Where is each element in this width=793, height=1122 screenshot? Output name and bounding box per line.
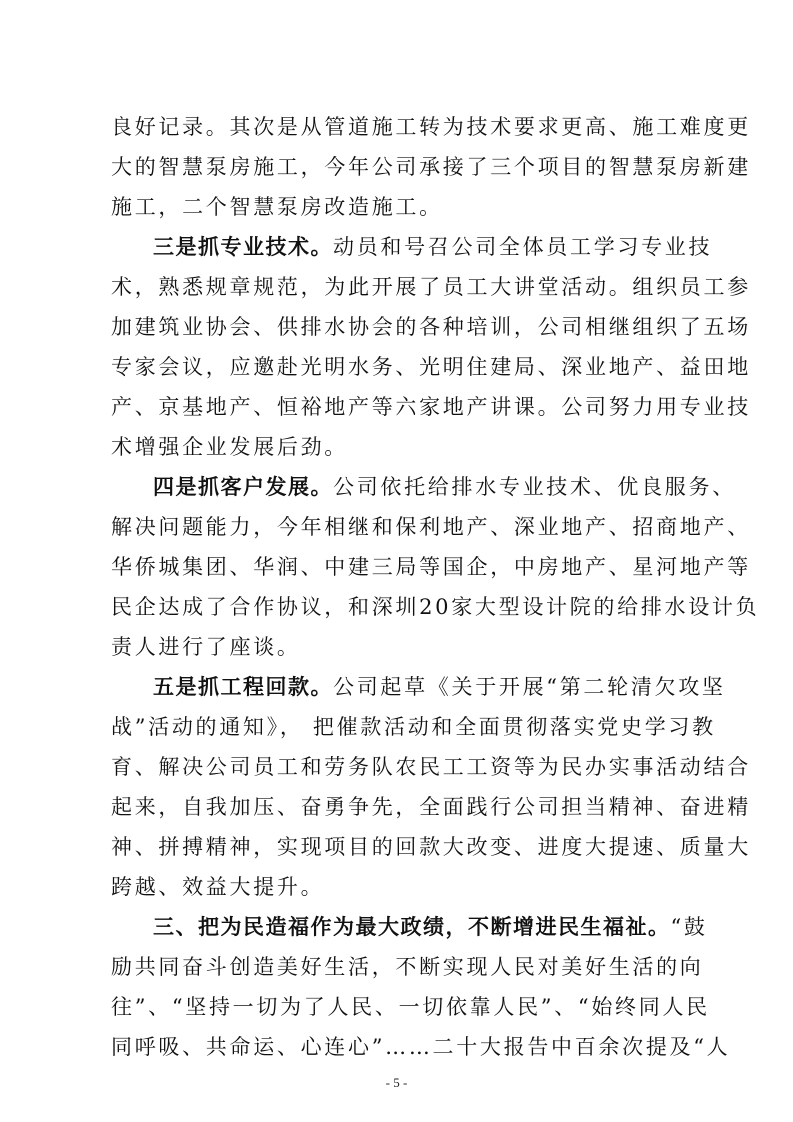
text-line: 良好记录。其次是从管道施工转为技术要求更高、施工难度更 (111, 115, 751, 139)
page-number: - 5 - (385, 1075, 408, 1090)
text-line: 产、京基地产、恒裕地产等六家地产讲课。公司努力用专业技 (111, 395, 751, 419)
text-line: 加建筑业协会、供排水协会的各种培训，公司相继组织了五场 (111, 315, 751, 339)
text-line: 同呼吸、共命运、心连心”……二十大报告中百余次提及“人 (111, 1035, 731, 1059)
text-line: 术增强企业发展后劲。 (111, 435, 348, 459)
text-line: 神、拼搏精神，实现项目的回款大改变、进度大提速、质量大 (111, 835, 751, 859)
section-heading: 三、把为民造福作为最大政绩，不断增进民生福祉。 (153, 915, 671, 939)
text-line: 民企达成了合作协议，和深圳20家大型设计院的给排水设计负 (111, 595, 760, 619)
section-heading: 四是抓客户发展。 (153, 475, 333, 499)
text-line: 解决问题能力，今年相继和保利地产、深业地产、招商地产、 (111, 515, 751, 539)
paragraph-heading-line: 三是抓专业技术。动员和号召公司全体员工学习专业技 (153, 235, 713, 259)
text-line: 战”活动的通知》， 把催款活动和全面贯彻落实党史学习教 (111, 715, 716, 739)
text-line: 跨越、效益大提升。 (111, 875, 325, 899)
text-line: 起来，自我加压、奋勇争先，全面践行公司担当精神、奋进精 (111, 795, 751, 819)
text-line: 大的智慧泵房施工，今年公司承接了三个项目的智慧泵房新建 (111, 155, 751, 179)
section-heading: 五是抓工程回款。 (153, 675, 333, 699)
text-line: 术，熟悉规章规范，为此开展了员工大讲堂活动。组织员工参 (111, 275, 751, 299)
paragraph-heading-line: 三、把为民造福作为最大政绩，不断增进民生福祉。“鼓 (153, 915, 708, 939)
text-line: 施工，二个智慧泵房改造施工。 (111, 195, 443, 219)
text-line: 往”、“坚持一切为了人民、一切依靠人民”、“始终同人民 (111, 995, 710, 1019)
text-line: 华侨城集团、华润、中建三局等国企，中房地产、星河地产等 (111, 555, 751, 579)
text-line: 责人进行了座谈。 (111, 635, 301, 659)
text-line: 励共同奋斗创造美好生活，不断实现人民对美好生活的向 (111, 955, 704, 979)
text-line: 专家会议，应邀赴光明水务、光明住建局、深业地产、益田地 (111, 355, 751, 379)
text-line: 育、解决公司员工和劳务队农民工工资等为民办实事活动结合 (111, 755, 751, 779)
section-heading: 三是抓专业技术。 (153, 235, 333, 259)
paragraph-heading-line: 四是抓客户发展。公司依托给排水专业技术、优良服务、 (153, 475, 736, 499)
paragraph-heading-line: 五是抓工程回款。公司起草《关于开展“第二轮清欠攻坚 (153, 675, 726, 699)
